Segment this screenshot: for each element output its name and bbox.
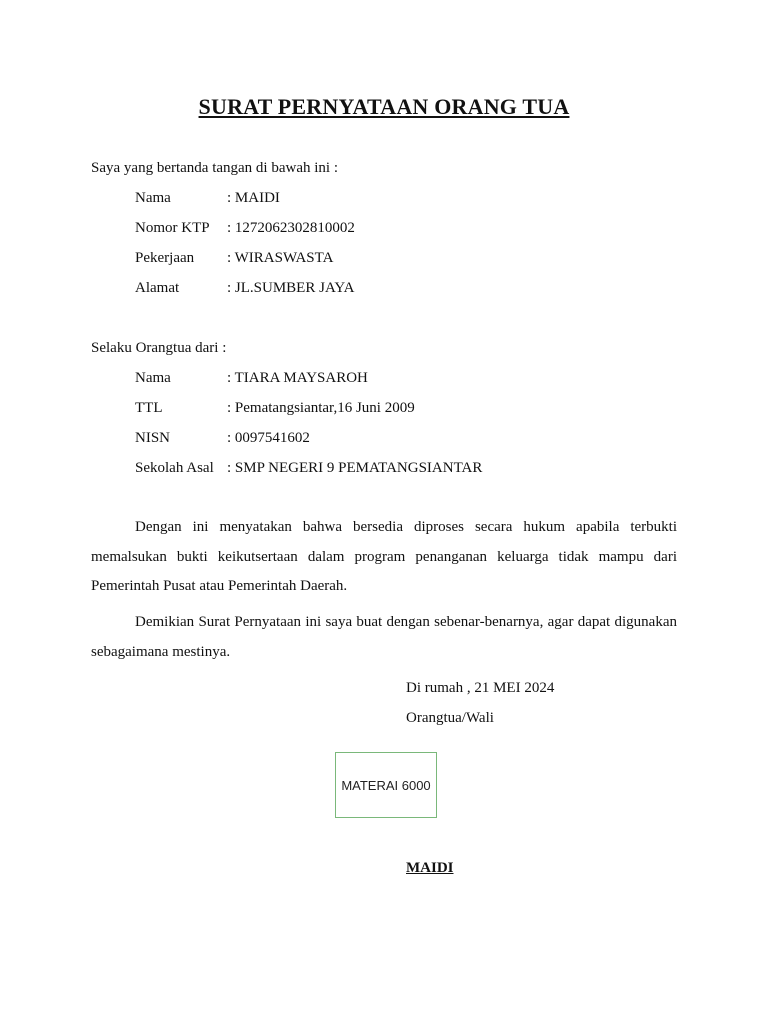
child-name-value: : TIARA MAYSAROH: [227, 370, 368, 386]
duty-stamp: [335, 752, 437, 818]
child-birth-value: : Pematangsiantar,16 Juni 2009: [227, 400, 415, 416]
parent-job-label: Pekerjaan: [135, 250, 195, 266]
intro-text: Saya yang bertanda tangan di bawah ini :: [91, 160, 339, 176]
signer-role: Orangtua/Wali: [406, 710, 494, 726]
page-title: SURAT PERNYATAAN ORANG TUA: [198, 94, 570, 119]
child-intro-text: Selaku Orangtua dari :: [91, 340, 227, 356]
child-birth-label: TTL: [135, 400, 163, 416]
child-school-value: : SMP NEGERI 9 PEMATANGSIANTAR: [227, 460, 483, 476]
child-school-label: Sekolah Asal: [135, 460, 214, 476]
child-nisn-value: : 0097541602: [227, 430, 310, 446]
statement-paragraph: Dengan ini menyatakan bahwa bersedia diproses secara hukum apabila terbukti memalsukan bukti keikutsertaan dalam program penanganan keluarga tidak mampu dari Pemerintah Pusat atau Pemerintah Daerah.: [91, 519, 677, 594]
parent-name-label: Nama: [135, 190, 171, 206]
parent-name-value: : MAIDI: [227, 190, 280, 206]
child-nisn-label: NISN: [135, 430, 171, 446]
parent-job-value: : WIRASWASTA: [227, 250, 334, 266]
parent-ktp-value: : 1272062302810002: [227, 220, 355, 236]
closing-paragraph: Demikian Surat Pernyataan ini saya buat dengan sebenar-benarnya, agar dapat digunakan sebagaimana mestinya.: [91, 614, 677, 660]
stamp-text: MATERAI 6000: [341, 777, 431, 793]
child-name-label: Nama: [135, 370, 171, 386]
signer-name: MAIDI: [406, 860, 454, 876]
parent-address-label: Alamat: [135, 280, 180, 296]
parent-address-value: : JL.SUMBER JAYA: [227, 280, 355, 296]
place-date: Di rumah , 21 MEI 2024: [406, 680, 555, 696]
parent-ktp-label: Nomor KTP: [135, 220, 210, 236]
